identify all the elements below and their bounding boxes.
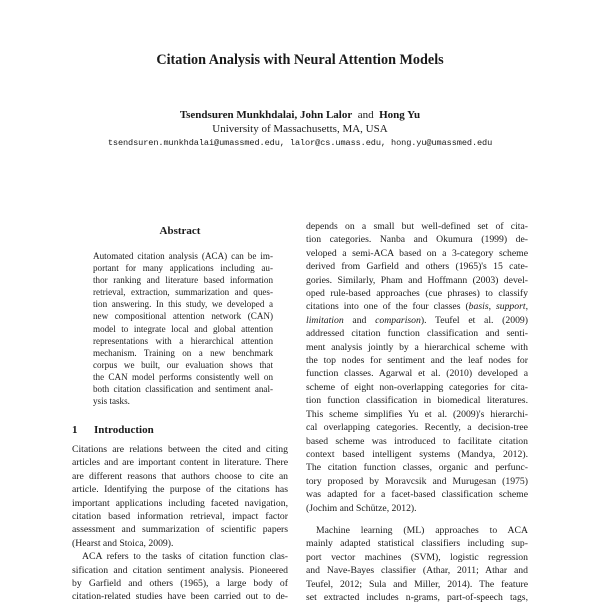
- body-line: port vector machines (SVM), logistic regression: [306, 551, 528, 563]
- body-line: Machine learning (ML) approaches to ACA: [316, 524, 528, 536]
- abstract-heading: Abstract: [159, 225, 201, 237]
- body-line: scheme of eight non-overlapping categories for cita-: [306, 381, 528, 393]
- author-name: Hong Yu: [379, 109, 421, 121]
- body-line: Teufel, 2012; Sula and Miller, 2014). The feature: [306, 578, 528, 590]
- body-line: oped rule-based approaches (cue phrases) to classify: [306, 288, 528, 300]
- body-line: tion function classification in biomedical literatures.: [306, 395, 528, 407]
- abstract-line: both citation classification and sentiment anal-: [93, 384, 273, 395]
- body-line: Citations are relations between the cited and citing: [72, 444, 288, 455]
- body-line: sification and citation sentiment analysis. Pioneered: [72, 564, 288, 576]
- text-run: ). Teufel et al. (2009): [420, 314, 528, 326]
- abstract-line: tion answering. In this study, we developed a: [93, 299, 273, 310]
- section-number: 1: [72, 424, 78, 436]
- left-column-body: [72, 443, 288, 604]
- abstract-line: portant for many applications including au-: [93, 263, 273, 274]
- emphasis: limitation: [306, 314, 344, 326]
- body-line: depends on a small but well-defined set of cita-: [306, 221, 528, 232]
- section-title: Introduction: [94, 424, 154, 436]
- body-line: articles and are important content in literature. There: [72, 457, 288, 469]
- body-line: [306, 314, 528, 327]
- abstract-line: thor ranking and literature based information: [93, 275, 273, 286]
- body-line: article. Identifying the purpose of the citations has: [72, 484, 288, 496]
- abstract-line: Automated citation analysis (ACA) can be im-: [93, 251, 273, 261]
- abstract-line: representations with a hierarchical attention: [93, 335, 273, 346]
- body-line: by Garfield and others (1965), a large body of: [72, 578, 288, 590]
- body-line: tion categories. Nanba and Okumura (1999) de-: [306, 234, 528, 246]
- body-line: ment analysis jointly by a hierarchical scheme with: [306, 341, 528, 353]
- body-line: (Jochim and Schütze, 2012).: [306, 502, 417, 514]
- body-line: set extracted includes n-grams, part-of-speech tags,: [306, 591, 528, 603]
- abstract-line: corpus we built, our evaluation shows that: [93, 359, 273, 370]
- body-line: tory proposed by Moravcsik and Murugesan (1975): [306, 475, 528, 487]
- body-line: assessment and summarization of scientific papers: [72, 524, 288, 536]
- author-emails: tsendsuren.munkhdalai@umassmed.edu, lalor@cs.umass.edu, hong.yu@umassmed.edu: [107, 138, 493, 148]
- body-line: gories. Similarly, Pham and Hoffmann (2003) devel-: [306, 274, 528, 286]
- abstract-line: ysis tasks.: [93, 396, 130, 407]
- body-line: citation based information retrieval, impact factor: [72, 511, 288, 523]
- body-line: mainly adapted statistical classifiers including sup-: [306, 538, 528, 550]
- emphasis: comparison: [375, 314, 421, 326]
- abstract-line: retrieval, extraction, summarization and ques-: [93, 287, 273, 298]
- author-name: Tsendsuren Munkhdalai,: [179, 109, 298, 121]
- author-name: John Lalor: [299, 109, 353, 121]
- abstract-line: model to integrate local and global attention: [93, 323, 273, 334]
- text-run: citations into one of the four classes (: [306, 301, 469, 313]
- body-line: context based intelligent systems (Mandya, 2012).: [306, 448, 528, 460]
- emphasis: support: [495, 301, 526, 313]
- body-line: (Hearst and Stoica, 2009).: [72, 537, 174, 549]
- right-column-body: [306, 220, 528, 604]
- body-line: cal overlapping categories. Recently, a decision-tree: [306, 422, 528, 434]
- text-run: ,: [525, 301, 528, 313]
- body-line: [306, 300, 528, 313]
- abstract-line: mechanism. Training on a new benchmark: [93, 347, 273, 358]
- body-line: derived from Garfield and others (1965)'s 15 cate-: [306, 261, 528, 273]
- body-line: the top nodes for sentiment and the leaf nodes for: [306, 355, 528, 367]
- body-line: ACA refers to the tasks of citation function clas-: [82, 551, 288, 563]
- body-line: based scheme was introduced to facilitate citation: [306, 435, 528, 447]
- section-heading: [72, 424, 154, 436]
- body-line: addressed citation function classification and senti-: [306, 328, 528, 340]
- abstract-body: [93, 250, 273, 407]
- text-run: and: [343, 314, 376, 326]
- body-line: important applications including faceted navigation,: [72, 497, 288, 509]
- emphasis: basis: [468, 301, 489, 313]
- body-line: are different reasons that authors choose to cite an: [72, 470, 288, 482]
- abstract-line: the CAN model performs consistently well on: [93, 371, 273, 382]
- body-line: function classes. Agarwal et al. (2010) developed a: [306, 368, 528, 380]
- paper-title: Citation Analysis with Neural Attention Models: [156, 52, 444, 68]
- body-line: and Nave-Bayes classifier (Athar, 2011; Athar and: [306, 565, 528, 577]
- body-line: citation-related studies have been carried out to de-: [72, 591, 288, 603]
- text-run: ,: [488, 301, 496, 313]
- body-line: was adapted for a facet-based classification scheme: [306, 489, 528, 501]
- body-line: The citation function classes, organic and perfunc-: [306, 462, 528, 474]
- author-conjunction: and: [357, 109, 374, 121]
- abstract-line: new compositional attention network (CAN): [93, 311, 273, 322]
- author-list: [0, 109, 600, 121]
- body-line: This scheme simplifies Yu et al. (2009)'s hierarchi-: [306, 408, 528, 420]
- body-line: veloped a semi-ACA based on a 3-category scheme: [306, 247, 528, 259]
- affiliation: University of Massachusetts, MA, USA: [212, 123, 388, 135]
